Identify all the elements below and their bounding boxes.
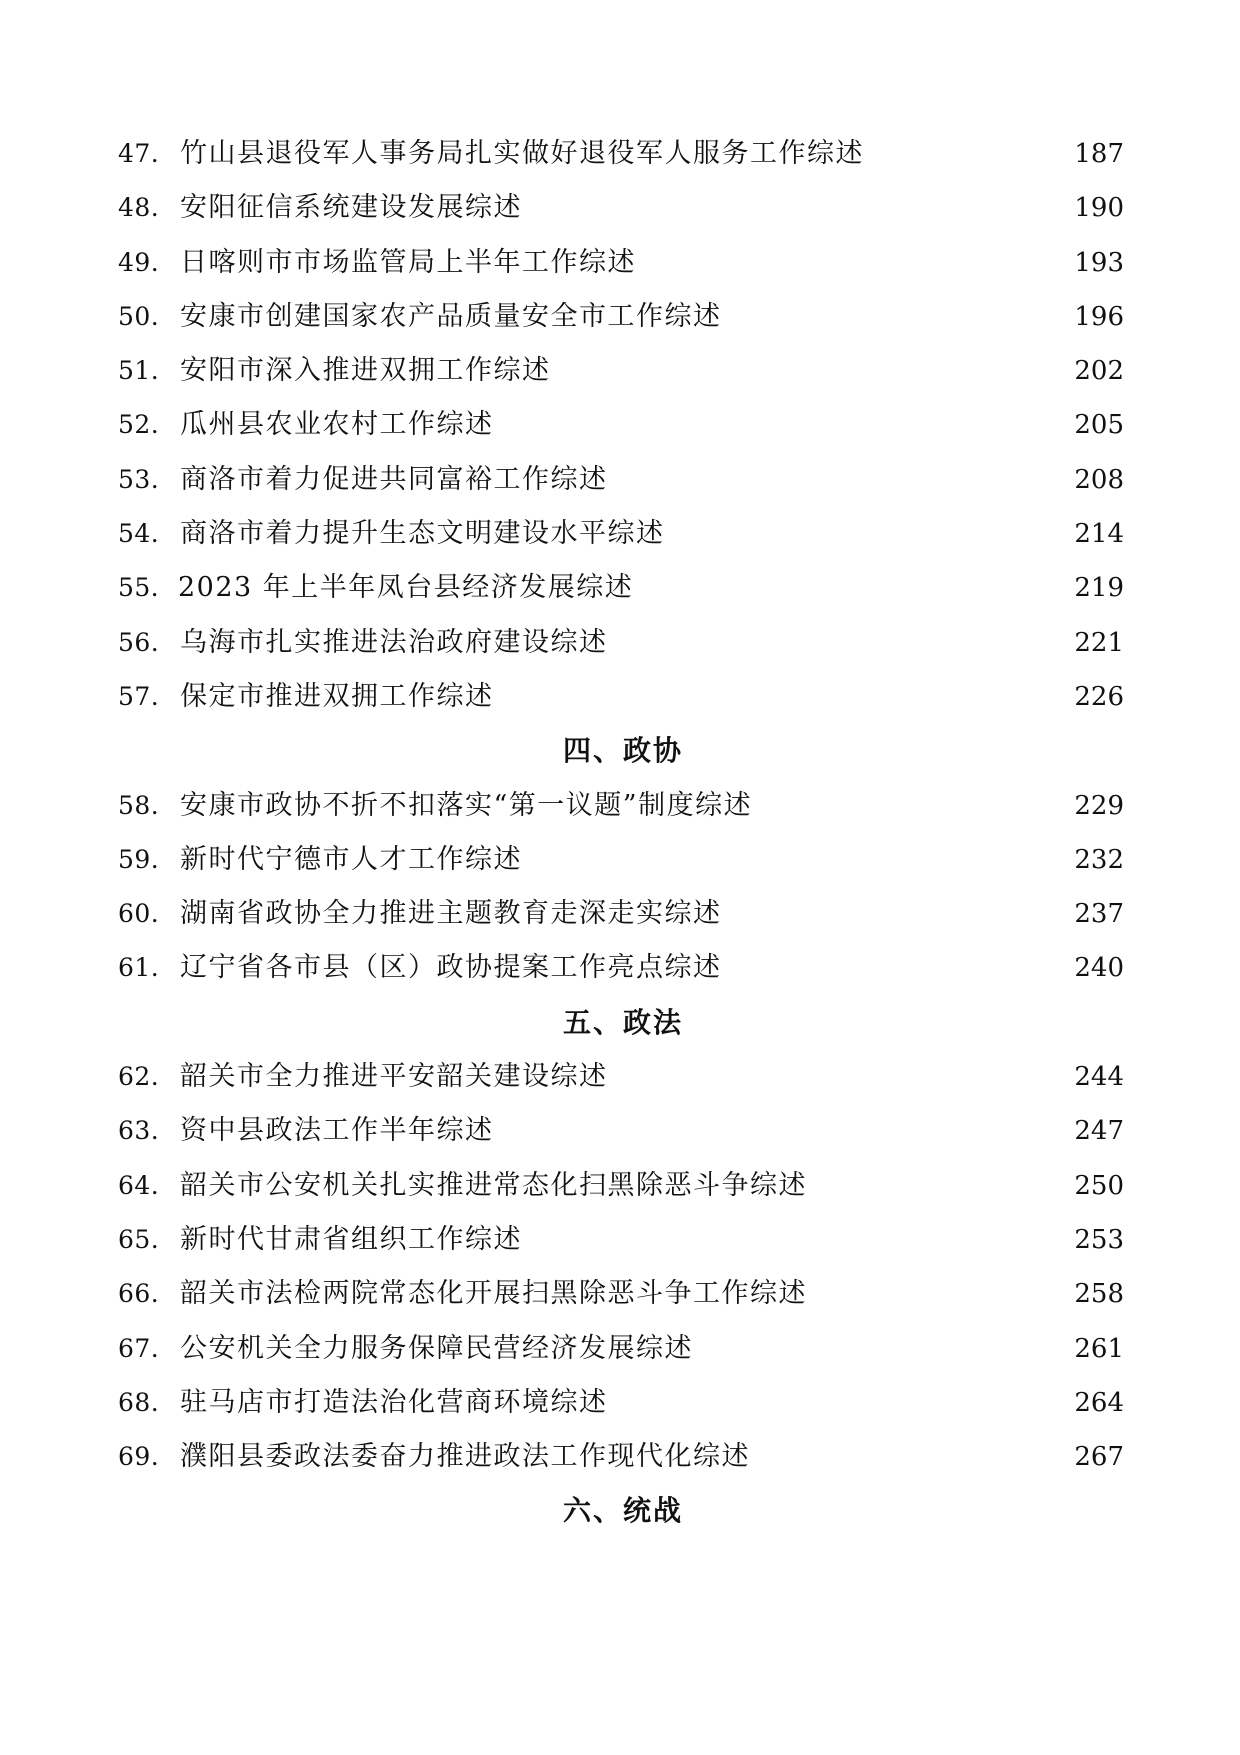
entry-page-number: 205 <box>1074 410 1124 441</box>
toc-entry[interactable] <box>118 398 1124 452</box>
toc-entry[interactable] <box>118 181 1124 235</box>
entry-number: 47. <box>118 139 160 168</box>
entry-number: 57. <box>118 681 160 711</box>
toc-group-3 <box>118 1050 1124 1484</box>
toc-entry[interactable] <box>118 779 1124 833</box>
entry-title: 湖南省政协全力推进主题教育走深走实综述 <box>180 898 722 930</box>
entry-title: 安阳征信系统建设发展综述 <box>180 192 522 224</box>
entry-title: 安阳市深入推进双拥工作综述 <box>180 355 551 387</box>
toc-entry[interactable] <box>118 1376 1124 1430</box>
entry-page-number: 258 <box>1074 1279 1124 1310</box>
entry-number: 55． <box>118 573 177 603</box>
entry-title: 保定市推进双拥工作综述 <box>180 680 494 712</box>
entry-number: 61. <box>118 953 160 983</box>
entry-page-number: 253 <box>1074 1224 1124 1255</box>
entry-number: 63. <box>118 1116 160 1146</box>
entry-page-number: 267 <box>1074 1442 1124 1473</box>
toc-entry[interactable] <box>118 344 1124 398</box>
entry-page-number: 221 <box>1074 627 1124 658</box>
toc-entry[interactable] <box>118 453 1124 507</box>
entry-title: 商洛市着力促进共同富裕工作综述 <box>180 463 608 495</box>
entry-number: 65. <box>118 1224 160 1254</box>
entry-page-number: 219 <box>1074 573 1124 604</box>
entry-title: 韶关市法检两院常态化开展扫黑除恶斗争工作综述 <box>180 1278 807 1310</box>
toc-entry[interactable] <box>118 941 1124 995</box>
entry-page-number: 196 <box>1074 301 1124 332</box>
entry-number: 52. <box>118 410 160 440</box>
entry-page-number: 237 <box>1074 899 1124 930</box>
toc-entry[interactable] <box>118 1159 1124 1213</box>
entry-page-number: 187 <box>1074 139 1124 169</box>
entry-number: 67. <box>118 1333 160 1363</box>
toc-entry[interactable] <box>118 1430 1124 1484</box>
entry-number: 66. <box>118 1279 160 1309</box>
toc-entry[interactable] <box>118 507 1124 561</box>
toc-entry[interactable] <box>118 1267 1124 1321</box>
entry-number: 53. <box>118 464 160 494</box>
table-of-contents <box>118 127 1124 1539</box>
entry-title: 韶关市全力推进平安韶关建设综述 <box>180 1061 608 1093</box>
entry-page-number: 214 <box>1074 519 1124 550</box>
section-heading-politics-law: 五、政法 <box>562 1005 683 1039</box>
entry-title: 安康市政协不折不扣落实“第一议题”制度综述 <box>180 789 753 821</box>
entry-number: 50. <box>118 301 160 331</box>
section-heading-united-front: 六、统战 <box>562 1494 683 1528</box>
entry-title: 商洛市着力提升生态文明建设水平综述 <box>180 518 665 550</box>
toc-entry[interactable] <box>118 833 1124 887</box>
toc-entry[interactable] <box>118 616 1124 670</box>
entry-page-number: 202 <box>1074 356 1124 387</box>
entry-title: 驻马店市打造法治化营商环境综述 <box>180 1386 608 1418</box>
entry-number: 62. <box>118 1062 160 1092</box>
entry-title: 韶关市公安机关扎实推进常态化扫黑除恶斗争综述 <box>180 1169 807 1201</box>
entry-number: 48. <box>118 193 160 223</box>
entry-number: 51. <box>118 356 160 386</box>
entry-title: 2023 年上半年凤台县经济发展综述 <box>178 572 634 604</box>
toc-entry[interactable] <box>118 236 1124 290</box>
entry-page-number: 240 <box>1074 953 1124 984</box>
entry-title: 濮阳县委政法委奋力推进政法工作现代化综述 <box>180 1441 750 1473</box>
toc-entry[interactable] <box>118 290 1124 344</box>
entry-title: 安康市创建国家农产品质量安全市工作综述 <box>180 300 722 332</box>
entry-title: 竹山县退役军人事务局扎实做好退役军人服务工作综述 <box>180 138 864 169</box>
entry-number: 64. <box>118 1170 160 1200</box>
entry-page-number: 190 <box>1074 193 1124 224</box>
entry-page-number: 250 <box>1074 1170 1124 1201</box>
entry-number: 54. <box>118 519 160 549</box>
entry-title: 日喀则市市场监管局上半年工作综述 <box>180 246 636 278</box>
toc-entry[interactable] <box>118 670 1124 724</box>
entry-title: 乌海市扎实推进法治政府建设综述 <box>180 626 608 658</box>
entry-page-number: 264 <box>1074 1387 1124 1418</box>
entry-title: 辽宁省各市县（区）政协提案工作亮点综述 <box>180 952 722 984</box>
toc-entry[interactable] <box>118 127 1124 181</box>
entry-page-number: 244 <box>1074 1062 1124 1093</box>
toc-group-2 <box>118 779 1124 996</box>
entry-number: 56. <box>118 627 160 657</box>
toc-entry[interactable] <box>118 1213 1124 1267</box>
entry-title: 公安机关全力服务保障民营经济发展综述 <box>180 1332 693 1364</box>
toc-group-1 <box>118 127 1124 724</box>
entry-number: 68. <box>118 1387 160 1417</box>
entry-number: 60. <box>118 899 160 929</box>
entry-number: 49. <box>118 247 160 277</box>
entry-title: 新时代甘肃省组织工作综述 <box>180 1223 522 1255</box>
toc-entry[interactable] <box>118 561 1124 615</box>
toc-entry[interactable] <box>118 887 1124 941</box>
entry-number: 58. <box>118 790 160 820</box>
entry-title: 瓜州县农业农村工作综述 <box>180 409 494 441</box>
entry-page-number: 208 <box>1074 464 1124 495</box>
entry-page-number: 229 <box>1074 790 1124 821</box>
entry-page-number: 232 <box>1074 844 1124 875</box>
toc-entry[interactable] <box>118 1322 1124 1376</box>
entry-title: 资中县政法工作半年综述 <box>180 1115 494 1147</box>
section-heading-cppcc: 四、政协 <box>562 734 683 768</box>
entry-page-number: 247 <box>1074 1116 1124 1147</box>
entry-number: 59. <box>118 844 160 874</box>
entry-page-number: 261 <box>1074 1333 1124 1364</box>
entry-number: 69. <box>118 1442 160 1472</box>
toc-entry[interactable] <box>118 1104 1124 1158</box>
toc-entry[interactable] <box>118 1050 1124 1104</box>
entry-page-number: 226 <box>1074 681 1124 712</box>
entry-page-number: 193 <box>1074 247 1124 278</box>
entry-title: 新时代宁德市人才工作综述 <box>180 843 522 875</box>
